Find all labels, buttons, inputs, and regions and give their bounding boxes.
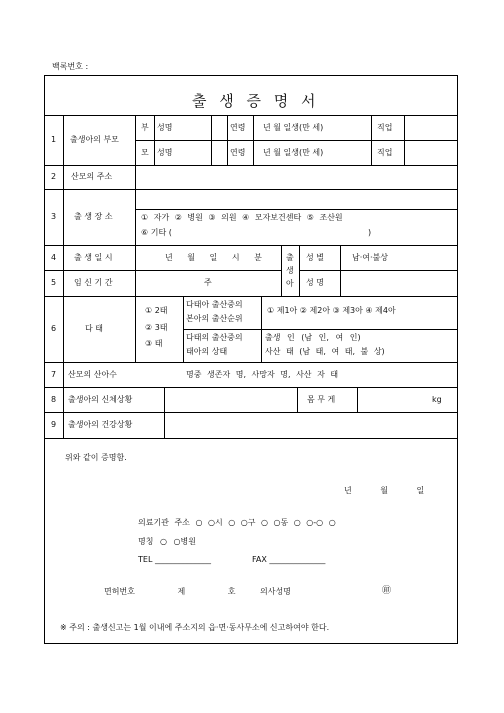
row-number: 5 xyxy=(51,278,57,287)
row-label-mother-address: 산모의 주소 xyxy=(71,172,113,181)
mother-children-value: 명중 생존자 명, 사망자 명, 사산 자 태 xyxy=(186,370,339,379)
row-label-health-condition: 출생아의 건강상황 xyxy=(68,420,133,429)
row-label-birthplace: 출 생 장 소 xyxy=(74,212,113,221)
certification-text: 위와 같이 증명함. xyxy=(65,453,127,462)
order-label: 다태아 출산중의 xyxy=(186,300,243,309)
state-label: 태아의 상태 xyxy=(186,347,228,356)
baby-label: 출생아 xyxy=(286,253,294,288)
mother-rel-label: 모 xyxy=(141,148,149,157)
mother-job-label: 직업 xyxy=(377,148,393,157)
institution-tel: TEL ______________ xyxy=(138,555,211,564)
row-label-birth-datetime: 출 생 일 시 xyxy=(74,253,113,262)
row-label-mother-children: 산모의 산아수 xyxy=(68,370,117,379)
father-job-label: 직업 xyxy=(377,123,393,132)
row-number: 7 xyxy=(51,370,57,379)
seal-mark: ㊞ xyxy=(382,586,392,596)
multiple-type-2: ② 3태 xyxy=(145,323,168,332)
mother-age-text: 년 월 일생(만 세) xyxy=(263,148,324,157)
institution-name: 명칭 ○ ○병원 xyxy=(138,537,196,546)
row-number: 1 xyxy=(51,135,57,144)
doctor-name-label: 의사성명 xyxy=(260,587,291,596)
institution-fax: FAX ______________ xyxy=(252,555,326,564)
baby-name-label: 성 명 xyxy=(306,278,324,287)
state-label: 다태의 출산중의 xyxy=(186,333,243,342)
father-age-label: 연령 xyxy=(230,123,246,132)
record-number-label: 백록번호 : xyxy=(52,62,89,71)
license-number: 면허번호 제 호 xyxy=(104,587,236,596)
row-number: 6 xyxy=(51,324,57,333)
father-age-text: 년 월 일생(만 세) xyxy=(263,123,324,132)
sex-value: 남·여·불상 xyxy=(352,253,388,262)
row-label-pregnancy-period: 임 신 기 간 xyxy=(74,278,113,287)
weight-label: 몸 무 게 xyxy=(307,395,336,404)
date-line: 년 월 일 xyxy=(344,486,425,495)
stillbirth-count-line: 사산 태 (남 태, 여 태, 불 상) xyxy=(265,347,385,356)
notice-text: ※ 주의 : 출생신고는 1월 이내에 주소지의 읍·면·동사무소에 신고하여야 한다. xyxy=(60,623,330,632)
institution-address: 의료기관 주소 ○ ○시 ○ ○구 ○ ○동 ○ ○-○ ○ xyxy=(138,518,336,527)
father-rel-label: 부 xyxy=(141,123,149,132)
birth-count-line: 출생 인 (남 인, 여 인) xyxy=(265,333,361,342)
order-label: 본아의 출산순위 xyxy=(186,314,243,323)
order-options: ① 제1아 ② 제2아 ③ 제3아 ④ 제4아 xyxy=(267,306,396,315)
weight-unit: kg xyxy=(432,395,442,404)
sex-label: 성 별 xyxy=(306,253,324,262)
birthplace-other-close: ) xyxy=(368,228,372,237)
row-label-parents: 출생아의 부모 xyxy=(70,135,119,144)
mother-age-label: 연령 xyxy=(230,148,246,157)
father-name-label: 성명 xyxy=(157,123,173,132)
row-number: 9 xyxy=(51,420,57,429)
row-label-multiple-birth: 다 태 xyxy=(85,324,103,333)
row-number: 3 xyxy=(51,212,57,221)
pregnancy-unit: 주 xyxy=(204,278,212,287)
row-number: 8 xyxy=(51,395,57,404)
birthplace-options: ① 자가 ② 병원 ③ 의원 ④ 모자보건센타 ⑤ 조산원 xyxy=(141,213,343,222)
multiple-type-3: ③ 태 xyxy=(145,339,163,348)
certificate-form xyxy=(44,75,458,644)
birthplace-other-open: ⑥ 기타 ( xyxy=(141,228,172,237)
mother-name-label: 성명 xyxy=(157,148,173,157)
multiple-type-1: ① 2태 xyxy=(145,306,168,315)
row-number: 2 xyxy=(51,172,57,181)
row-label-physical-condition: 출생아의 신체상황 xyxy=(68,395,133,404)
form-title: 출 생 증 명 서 xyxy=(192,92,320,110)
row-number: 4 xyxy=(51,253,57,262)
birth-datetime-value: 년 월 일 시 분 xyxy=(165,253,262,262)
